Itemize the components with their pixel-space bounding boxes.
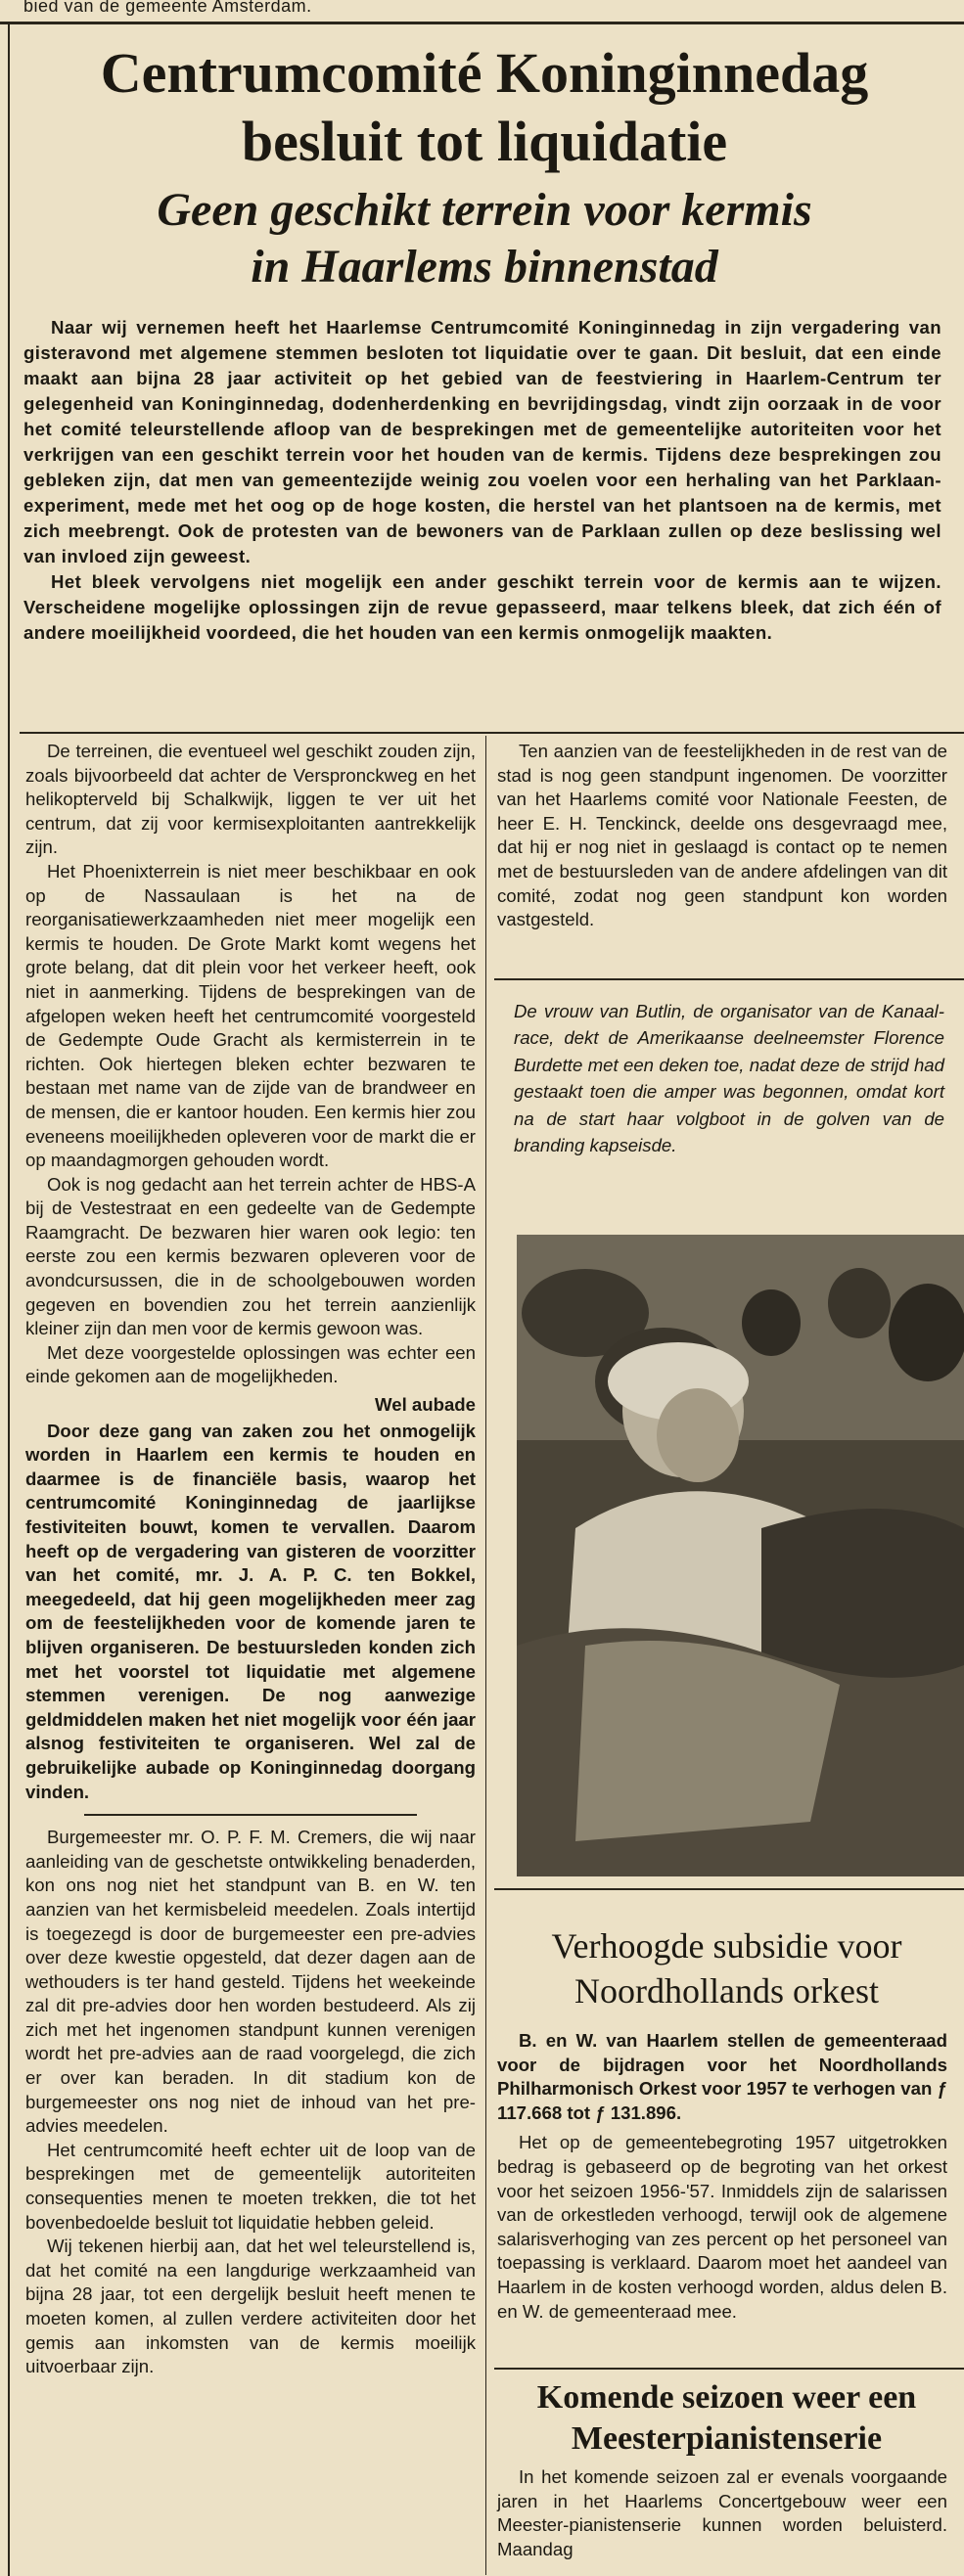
right-column <box>497 740 947 932</box>
left-column <box>25 740 476 2379</box>
left-paragraph-1: De terreinen, die eventueel wel geschikt zouden zijn, zoals bijvoorbeeld dat achter de Verspronckweg en het helikopterveld bij Schalkwijk, liggen te ver uit het centrum, dat zij voor kermisexploitanten aantrekkelijk zijn. <box>25 741 476 858</box>
left-paragraph-4: Met deze voorgestelde oplossingen was echter een einde gekomen aan de mogelijkheden. <box>25 1341 476 1387</box>
news-photo-drawing <box>517 1235 964 1876</box>
article2-headline <box>489 1923 964 2013</box>
article-lead <box>23 315 941 646</box>
article2-lead: B. en W. van Haarlem stellen de gemeenteraad voor de bijdragen voor het Noordhollands Philharmonisch Orkest voor 1957 te verhogen van ƒ 117.668 tot ƒ 131.896. <box>497 2030 947 2123</box>
subheadline <box>20 182 949 295</box>
subheadline-line-2: in Haarlems binnenstad <box>251 241 718 293</box>
column-divider <box>485 736 486 2575</box>
left-paragraph-7: Wij tekenen hierbij aan, dat het wel teleurstellend is, dat het comité na een langdurige werkzaamheid van bijna 28 jaar, tot een dergelijk besluit heeft menen te moeten komen, al zullen verdere activiteiten door het gemis aan inkomsten van de kermis moeilijk uitvoerbaar zijn. <box>25 2236 476 2377</box>
article2-headline-line-1: Verhoogde subsidie voor <box>551 1926 902 1966</box>
lead-bottom-rule <box>20 732 964 734</box>
left-column-rule <box>84 1814 417 1816</box>
photo-caption <box>514 998 944 1158</box>
photo-bottom-rule <box>494 1888 964 1890</box>
article2-body <box>497 2029 947 2324</box>
article3-headline <box>489 2377 964 2460</box>
headline <box>20 39 949 176</box>
lead-paragraph-1: Naar wij vernemen heeft het Haarlemse Centrumcomité Koninginnedag in zijn vergadering van gisteravond met algemene stemmen besloten tot liquidatie over te gaan. Dit besluit, dat een einde maakt aan bijna 28 jaar activiteit op het gebied van de feestviering in Haarlem-Centrum ter gelegenheid van Koninginnedag, dodenherdenking en bevrijdingsdag, vindt zijn oorzaak in de voor het comité teleurstellende afloop van de besprekingen met de gemeentelijke autoriteiten voor het verkrijgen van een geschikt terrein voor het houden van de kermis. Tijdens deze besprekingen zou gebleken zijn, dat men van gemeentezijde weinig zou voelen voor een herhaling van het Parklaan-experiment, mede met het oog op de hoge kosten, die herstel van het plantsoen na de kermis, met zich meebrengt. Ook de protesten van de bewoners van de Parklaan zullen op deze beslissing wel van invloed zijn geweest. <box>23 317 941 566</box>
right-column-rule <box>494 978 964 980</box>
article3-headline-line-1: Komende seizoen weer een <box>536 2379 917 2416</box>
left-bold-paragraph: Door deze gang van zaken zou het onmogelijk worden in Haarlem een kermis te houden en daarmee is de financiële basis, waarop het centrumcomité Koninginnedag de jaarlijkse festiviteiten bouwt, komen te vervallen. Daarom heeft op de vergadering van gisteren de voorzitter van het comité, mr. J. A. P. C. ten Bokkel, meegedeeld, dat hij geen mogelijkheden meer zag om de feestelijkheden voor de komende jaren te blijven organiseren. De bestuursleden konden zich met het voorstel tot liquidatie met algemene stemmen verenigen. De nog aanwezige geldmiddelen maken het niet mogelijk voor één jaar alsnog festiviteiten te organiseren. Wel zal de gebruikelijke aubade op Koninginnedag doorgang vinden. <box>25 1420 476 1802</box>
headline-line-1: Centrumcomité Koninginnedag <box>100 41 869 105</box>
left-paragraph-3: Ook is nog gedacht aan het terrein achter de HBS-A bij de Vestestraat en een gedeelte van de Gedempte Raamgracht. De bezwaren hier waren ook legio: ten eerste zou een kermis bezwaren opleveren voor de avondcursussen, die in de schoolgebouwen worden gegeven en bovendien zou het terrein aanzienlijk kleiner zijn dan men voor de kermis gewoon was. <box>25 1173 476 1339</box>
article2-bottom-rule <box>494 2368 964 2370</box>
subheadline-line-1: Geen geschikt terrein voor kermis <box>157 184 812 236</box>
section-heading-wel-aubade: Wel aubade <box>375 1394 476 1416</box>
masthead-cut-line: bied van de gemeente Amsterdam. <box>23 0 312 16</box>
left-frame-rule <box>8 22 10 2576</box>
article3-body <box>497 2465 947 2561</box>
left-paragraph-2: Het Phoenixterrein is niet meer beschikbaar en ook op de Nassaulaan is het na de reorganisatiewerkzaamheden niet meer mogelijk een kermis te houden. De Grote Markt komt wegens het grote belang, dat dit plein voor het verkeer heeft, ook niet in aanmerking. Tijdens de besprekingen van de afgelopen weken heeft het centrumcomité voorgesteld de Gedempte Oude Gracht als kermisterrein in te richten. Ook hiertegen bleken echter bezwaren te bestaan met name van de zijde van de brandweer en de mensen, die er kantoor houden. Een kermis hier zou eveneens moeilijkheden opleveren voor de markt die er op maandagmorgen gehouden wordt. <box>25 860 476 1171</box>
left-paragraph-5: Burgemeester mr. O. P. F. M. Cremers, die wij naar aanleiding van de geschetste ontwikkeling benaderden, kon ons nog niet het standpunt van B. en W. ten aanzien van het kermisbeleid meedelen. Zoals intertijd is toegezegd is door de burgemeester een pre-advies over deze kwestie opgesteld, dat dezer dagen aan de wethouders is ter hand gesteld. Tijdens het weekeinde zal dit pre-advies door hen worden bestudeerd. Als zij zich met het ingenomen standpunt kunnen verenigen wordt het pre-advies aan de raad voorgelegd, die zich er over kan beraden. In dit stadium kon de burgemeester ons nog niet de inhoud van het pre-advies meedelen. <box>25 1827 476 2137</box>
article3-paragraph: In het komende seizoen zal er evenals voorgaande jaren in het Haarlems Concertgebouw weer een Meester-pianistenserie kunnen worden beluisterd. Maandag <box>497 2466 947 2559</box>
article2-paragraph: Het op de gemeentebegroting 1957 uitgetrokken bedrag is gebaseerd op de begroting van het orkest voor het seizoen 1956-'57. Inmiddels zijn de salarissen van de orkestleden verhoogd, terwijl ook de algemene salarisverhoging van zes percent op het personeel van toepassing is verklaard. Daarom moet het aandeel van Haarlem in de kosten verhoogd worden, aldus delen B. en W. de gemeenteraad mee. <box>497 2132 947 2322</box>
right-paragraph-1: Ten aanzien van de feestelijkheden in de rest van de stad is nog geen standpunt ingenomen. De voorzitter van het Haarlems comité voor Nationale Feesten, de heer E. H. Tenckinck, deelde ons desgevraagd mee, dat hij er nog niet in geslaagd is contact op te nemen met de bestuursleden van de andere afdelingen van dit comité, zodat nog geen standpunt kon worden vastgesteld. <box>497 741 947 930</box>
article2-headline-line-2: Noordhollands orkest <box>574 1971 879 2011</box>
top-rule <box>0 22 964 24</box>
news-photo <box>517 1235 964 1876</box>
headline-line-2: besluit tot liquidatie <box>241 110 728 173</box>
photo-caption-text: De vrouw van Butlin, de organisator van de Kanaal-race, dekt de Amerikaanse deelneemster Florence Burdette met een deken toe, nadat deze de strijd had gestaakt toen die amper was begonnen, omdat kort na de start haar volgboot in de golven van de branding kapseisde. <box>514 1001 944 1156</box>
left-paragraph-6: Het centrumcomité heeft echter uit de loop van de besprekingen met de gemeentelijk autoriteiten consequenties menen te moeten trekken, die tot het bovenbedoelde besluit tot liquidatie hebben geleid. <box>25 2139 476 2233</box>
article3-headline-line-2: Meesterpianistenserie <box>571 2420 883 2457</box>
lead-paragraph-2: Het bleek vervolgens niet mogelijk een ander geschikt terrein voor de kermis aan te wijzen. Verscheidene mogelijke oplossingen zijn de revue gepasseerd, maar telkens bleek, dat zich één of andere moeilijkheid voordeed, die het houden van een kermis onmogelijk maakten. <box>23 571 941 643</box>
